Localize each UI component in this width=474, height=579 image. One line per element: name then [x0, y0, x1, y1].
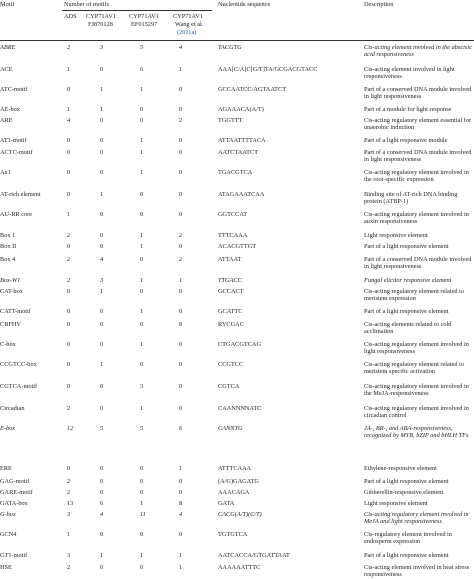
cell-cyp2: 1 — [140, 500, 144, 507]
header-cyp2-line2: EF015297 — [131, 21, 158, 28]
header-bottom-rule — [0, 40, 474, 41]
cell-sequence: AAA[C/A]C[G/T]TA/GCGACGTACC — [218, 66, 318, 73]
cell-sequence: CAANNNNATC — [218, 405, 262, 412]
cell-cyp1: 0 — [100, 564, 104, 571]
cell-motif: E-box — [0, 425, 16, 432]
cell-description: JA-, BR-, and ABA-responsiveness, recognized by MYB, bZIP and bHLH TFs — [364, 425, 469, 440]
cell-motif: AT1-motif — [0, 137, 27, 144]
cell-description: Cis-regulatory element involved in endosperm expression — [364, 531, 452, 546]
cell-cyp3: 6 — [179, 425, 183, 432]
cell-cyp3: 4 — [179, 511, 183, 518]
cell-cyp3: 2 — [179, 117, 183, 124]
cell-cyp1: 0 — [100, 211, 104, 218]
cell-cyp2: 0 — [140, 478, 144, 485]
cell-motif: AT-rich element — [0, 191, 41, 198]
cell-motif: CCGTCC-box — [0, 361, 37, 368]
cell-cyp3: 0 — [179, 405, 183, 412]
cell-motif: HSE — [0, 564, 12, 571]
cell-motif: Box 4 — [0, 256, 16, 263]
cell-cyp1: 0 — [100, 465, 104, 472]
cell-cyp3: 0 — [179, 106, 183, 113]
cell-cyp3: 0 — [179, 383, 183, 390]
cell-ads: 0 — [67, 137, 71, 144]
cell-cyp3: 0 — [179, 308, 183, 315]
cell-cyp1: 0 — [100, 117, 104, 124]
cell-sequence: TACGTG — [218, 44, 242, 51]
cell-sequence: CTGACGTCAG — [218, 341, 262, 348]
cell-ads: 0 — [67, 321, 71, 328]
cell-motif: AU-RR core — [0, 211, 33, 218]
cell-cyp1: 0 — [100, 66, 104, 73]
cell-sequence: AGAAACA(A/T) — [218, 106, 264, 113]
cell-cyp2: 3 — [140, 383, 144, 390]
cell-sequence: CCGTCC — [218, 361, 244, 368]
cell-cyp2: 1 — [140, 277, 144, 284]
cell-cyp1: 1 — [100, 106, 104, 113]
cell-motif: ARE — [0, 117, 13, 124]
cell-cyp3: 0 — [179, 341, 183, 348]
cell-cyp2: 1 — [140, 405, 144, 412]
cell-ads: 3 — [67, 552, 71, 559]
cell-sequence: RYCGAC — [218, 321, 244, 328]
cell-cyp3: 8 — [179, 321, 183, 328]
cell-cyp2: 11 — [140, 511, 146, 518]
cell-description: Cis-acting regulatory element related to meristem expression — [364, 288, 465, 303]
cell-sequence: AAAAAATTTC — [218, 564, 261, 571]
cell-cyp3: 0 — [179, 137, 183, 144]
cell-sequence: GCATTC — [218, 308, 243, 315]
cell-cyp3: 0 — [179, 361, 183, 368]
cell-motif: GCN4 — [0, 531, 17, 538]
cell-motif: Ax1 — [0, 169, 11, 176]
cell-cyp3: 0 — [179, 288, 183, 295]
cell-description: Cis-acting regulatory element involved in auxin responsiveness — [364, 211, 469, 226]
cell-motif: G-box — [0, 511, 16, 518]
cell-sequence: GATA — [218, 500, 235, 507]
cell-cyp3: 0 — [179, 169, 183, 176]
cell-sequence: CACG(A/T)(C/T) — [218, 511, 262, 518]
cell-sequence: GCCAATCC/AGTAATCT — [218, 86, 287, 93]
cell-description: Cis-acting elements related to cold acclimation — [364, 321, 452, 336]
cell-cyp2: 0 — [140, 117, 144, 124]
cell-cyp2: 0 — [140, 256, 144, 263]
cell-ads: 0 — [67, 169, 71, 176]
cell-cyp1: 5 — [100, 425, 104, 432]
header-cyp3-line3[interactable]: (2011a) — [177, 29, 197, 36]
cell-ads: 2 — [67, 44, 71, 51]
cell-ads: 0 — [67, 86, 71, 93]
cell-sequence: ATTTCAAA — [218, 465, 252, 472]
header-nucleotide-sequence: Nucleotide sequence — [218, 1, 271, 8]
header-sub-rule — [62, 10, 212, 11]
cell-description: Cis-acting element involved in light responsiveness — [364, 66, 455, 81]
cell-cyp1: 0 — [100, 405, 104, 412]
cell-sequence: TTGACC — [218, 277, 242, 284]
cell-cyp1: 0 — [100, 531, 104, 538]
cell-description: Ethylene-responsive element — [364, 465, 437, 472]
header-cyp3-line1: CYP71AV1 — [173, 13, 203, 20]
cell-cyp3: 4 — [179, 44, 183, 51]
header-cyp3-line2: Wang et al. — [175, 21, 204, 28]
cell-ads: 0 — [67, 191, 71, 198]
header-description: Description — [364, 1, 394, 8]
cell-ads: 0 — [67, 465, 71, 472]
cell-description: Cis-acting regulatory element involved in MeJA and light responsiveness — [364, 511, 469, 526]
cell-ads: 0 — [67, 308, 71, 315]
cell-cyp2: 6 — [140, 66, 144, 73]
cell-cyp2: 1 — [140, 169, 144, 176]
cell-cyp1: 0 — [100, 321, 104, 328]
cell-sequence: AATCACCA/GTGATTAAT — [218, 552, 290, 559]
cell-cyp1: 1 — [100, 288, 104, 295]
cell-cyp1: 0 — [100, 137, 104, 144]
cell-cyp1: 0 — [100, 169, 104, 176]
cell-motif: GAG-motif — [0, 478, 30, 485]
cell-cyp2: 1 — [140, 149, 144, 156]
cell-cyp2: 0 — [140, 361, 144, 368]
cell-cyp1: 4 — [100, 256, 104, 263]
cell-motif: ATC-motif — [0, 86, 28, 93]
cell-description: Gibberellin-responsive element — [364, 489, 444, 496]
cell-sequence: AATCTAATCT — [218, 149, 259, 156]
cell-sequence: GGTCCAT — [218, 211, 248, 218]
cell-ads: 13 — [67, 500, 74, 507]
cell-ads: 0 — [67, 341, 71, 348]
cell-description: Binding site of AT-rich DNA binding protein (ATBP-1) — [364, 191, 458, 206]
cell-sequence: TTTCAAA — [218, 232, 248, 239]
cell-ads: 2 — [67, 405, 71, 412]
cell-sequence: ACACGTTGT — [218, 243, 257, 250]
cell-cyp2: 0 — [140, 321, 144, 328]
cell-description: Cis-acting regulatory element essential for unaerobic induction — [364, 117, 472, 132]
cell-description: Part of a light responsive element — [364, 308, 449, 315]
cell-motif: Circadian — [0, 405, 25, 412]
cell-cyp1: 0 — [100, 341, 104, 348]
cell-cyp3: 0 — [179, 149, 183, 156]
header-number-of-motifs: Number of motifs — [64, 1, 110, 8]
header-motif: Motif — [0, 1, 15, 8]
cell-description: Part of a module for light response — [364, 106, 452, 113]
cell-motif: CBFHV — [0, 321, 21, 328]
cell-sequence: GCCACT — [218, 288, 244, 295]
cell-cyp3: 1 — [179, 552, 183, 559]
cell-motif: Box-W1 — [0, 277, 21, 284]
cell-ads: 2 — [67, 256, 71, 263]
cell-cyp1: 3 — [100, 277, 104, 284]
cell-ads: 2 — [67, 478, 71, 485]
cell-ads: 0 — [67, 243, 71, 250]
cell-motif: ERE — [0, 465, 12, 472]
cell-description: Part of a light responsive element — [364, 552, 449, 559]
cell-cyp2: 1 — [140, 243, 144, 250]
cell-cyp1: 0 — [100, 383, 104, 390]
cell-cyp3: 8 — [179, 500, 183, 507]
cell-description: Light responsive element — [364, 500, 428, 507]
cell-cyp1: 0 — [100, 478, 104, 485]
cell-ads: 4 — [67, 117, 71, 124]
cell-cyp3: 2 — [179, 232, 183, 239]
cell-cyp2: 0 — [140, 106, 144, 113]
cell-description: Light responsive element — [364, 232, 428, 239]
cell-cyp1: 4 — [100, 511, 104, 518]
cell-motif: ABRE — [0, 44, 16, 51]
cell-cyp2: 5 — [140, 44, 144, 51]
cell-cyp3: 0 — [179, 243, 183, 250]
cell-cyp1: 0 — [100, 149, 104, 156]
cell-cyp1: 1 — [100, 191, 104, 198]
cell-description: Cis-acting element involved in the abscisic acid responsiveness — [364, 44, 472, 59]
cell-description: Part of a conserved DNA module involved in light responsiveness — [364, 256, 472, 271]
cell-sequence: CGTCA — [218, 383, 240, 390]
cell-description: Cis-acting regulatory element involved in the MeJA-responsiveness — [364, 383, 469, 398]
cell-cyp3: 1 — [179, 465, 183, 472]
cell-cyp2: 1 — [140, 137, 144, 144]
cell-motif: CAT-box — [0, 288, 23, 295]
cell-sequence: (A/G)GAGATG — [218, 478, 259, 485]
cell-description: Part of a light responsive element — [364, 243, 449, 250]
cell-ads: 1 — [67, 106, 71, 113]
cell-description: Part of a light responsive module — [364, 137, 448, 144]
header-ads: ADS — [64, 13, 77, 20]
cell-description: Cis-acting regulatory element involved in circadian control — [364, 405, 469, 420]
cell-cyp3: 1 — [179, 66, 183, 73]
cell-cyp2: 1 — [140, 552, 144, 559]
cell-motif: CATT-motif — [0, 308, 31, 315]
cell-cyp1: 0 — [100, 243, 104, 250]
cell-cyp1: 0 — [100, 489, 104, 496]
cell-motif: CGTCA-motif — [0, 383, 38, 390]
cell-sequence: ATTAATTTTACA — [218, 137, 266, 144]
cell-cyp3: 1 — [179, 277, 183, 284]
cell-description: Cis-acting regulatory element related to meristem specific activation — [364, 361, 465, 376]
cell-cyp2: 1 — [140, 341, 144, 348]
cell-sequence: CANNTG — [218, 425, 243, 432]
cell-ads: 3 — [67, 511, 71, 518]
cell-description: Cis-acting regulatory element involved in light responsiveness — [364, 341, 469, 356]
cell-cyp2: 1 — [140, 308, 144, 315]
cell-ads: 2 — [67, 277, 71, 284]
cell-cyp3: 0 — [179, 211, 183, 218]
cell-cyp1: 6 — [100, 500, 104, 507]
cell-ads: 0 — [67, 288, 71, 295]
cell-cyp2: 0 — [140, 191, 144, 198]
cell-cyp2: 0 — [140, 531, 144, 538]
cell-cyp1: 1 — [100, 552, 104, 559]
cell-ads: 1 — [67, 211, 71, 218]
cell-description: Part of a conserved DNA module involved in light responsiveness — [364, 149, 472, 164]
cell-cyp2: 0 — [140, 564, 144, 571]
cell-description: Cis-acting element involved in heat stress responsiveness — [364, 564, 470, 579]
cell-cyp2: 0 — [140, 288, 144, 295]
cell-motif: GARE-motif — [0, 489, 33, 496]
cell-cyp2: 1 — [140, 232, 144, 239]
cell-description: Part of a light responsive element — [364, 478, 449, 485]
cell-description: Part of a conserved DNA module involved in light responsiveness — [364, 86, 472, 101]
cell-cyp3: 0 — [179, 478, 183, 485]
cell-cyp2: 1 — [140, 86, 144, 93]
header-cyp1-line1: CYP71AV1 — [86, 13, 116, 20]
cell-ads: 0 — [67, 149, 71, 156]
header-cyp1-line2: FJ870128 — [88, 21, 113, 28]
cell-cyp1: 1 — [100, 361, 104, 368]
cell-ads: 2 — [67, 232, 71, 239]
cell-motif: Box 1 — [0, 232, 16, 239]
cell-ads: 1 — [67, 531, 71, 538]
cell-motif: ACE — [0, 66, 13, 73]
header-cyp2-line1: CYP71AV1 — [129, 13, 159, 20]
cell-motif: Box II — [0, 243, 17, 250]
cell-description: Fungal elicitor responsive element — [364, 277, 452, 284]
cell-ads: 1 — [67, 66, 71, 73]
cell-cyp3: 0 — [179, 86, 183, 93]
cell-ads: 12 — [67, 425, 74, 432]
cell-sequence: ATAGAAATCAA — [218, 191, 265, 198]
cell-motif: GATA-box — [0, 500, 28, 507]
cell-cyp3: 0 — [179, 489, 183, 496]
cell-cyp3: 0 — [179, 531, 183, 538]
cell-motif: GT1-motif — [0, 552, 28, 559]
cell-cyp2: 5 — [140, 425, 144, 432]
cell-sequence: TGTGTCA — [218, 531, 248, 538]
cell-cyp3: 2 — [179, 256, 183, 263]
cell-description: Cis-acting regulatory element involved in the root-specific expression — [364, 169, 469, 184]
cell-ads: 2 — [67, 564, 71, 571]
cell-sequence: TGGTTT — [218, 117, 243, 124]
cell-sequence: AAACAGA — [218, 489, 250, 496]
cell-cyp1: 1 — [100, 86, 104, 93]
cell-cyp3: 0 — [179, 191, 183, 198]
cell-cyp2: 0 — [140, 211, 144, 218]
cell-cyp1: 0 — [100, 232, 104, 239]
cell-cyp2: 0 — [140, 489, 144, 496]
cell-cyp2: 0 — [140, 465, 144, 472]
cell-motif: ACTC-motif — [0, 149, 33, 156]
cell-ads: 0 — [67, 361, 71, 368]
cell-motif: AE-box — [0, 106, 20, 113]
cell-ads: 2 — [67, 489, 71, 496]
cell-sequence: ATTAAT — [218, 256, 242, 263]
cell-sequence: TGACGTCA — [218, 169, 253, 176]
cell-cyp1: 3 — [100, 44, 104, 51]
cell-cyp3: 1 — [179, 564, 183, 571]
cell-ads: 0 — [67, 383, 71, 390]
cell-cyp1: 0 — [100, 308, 104, 315]
cell-motif: C-box — [0, 341, 16, 348]
